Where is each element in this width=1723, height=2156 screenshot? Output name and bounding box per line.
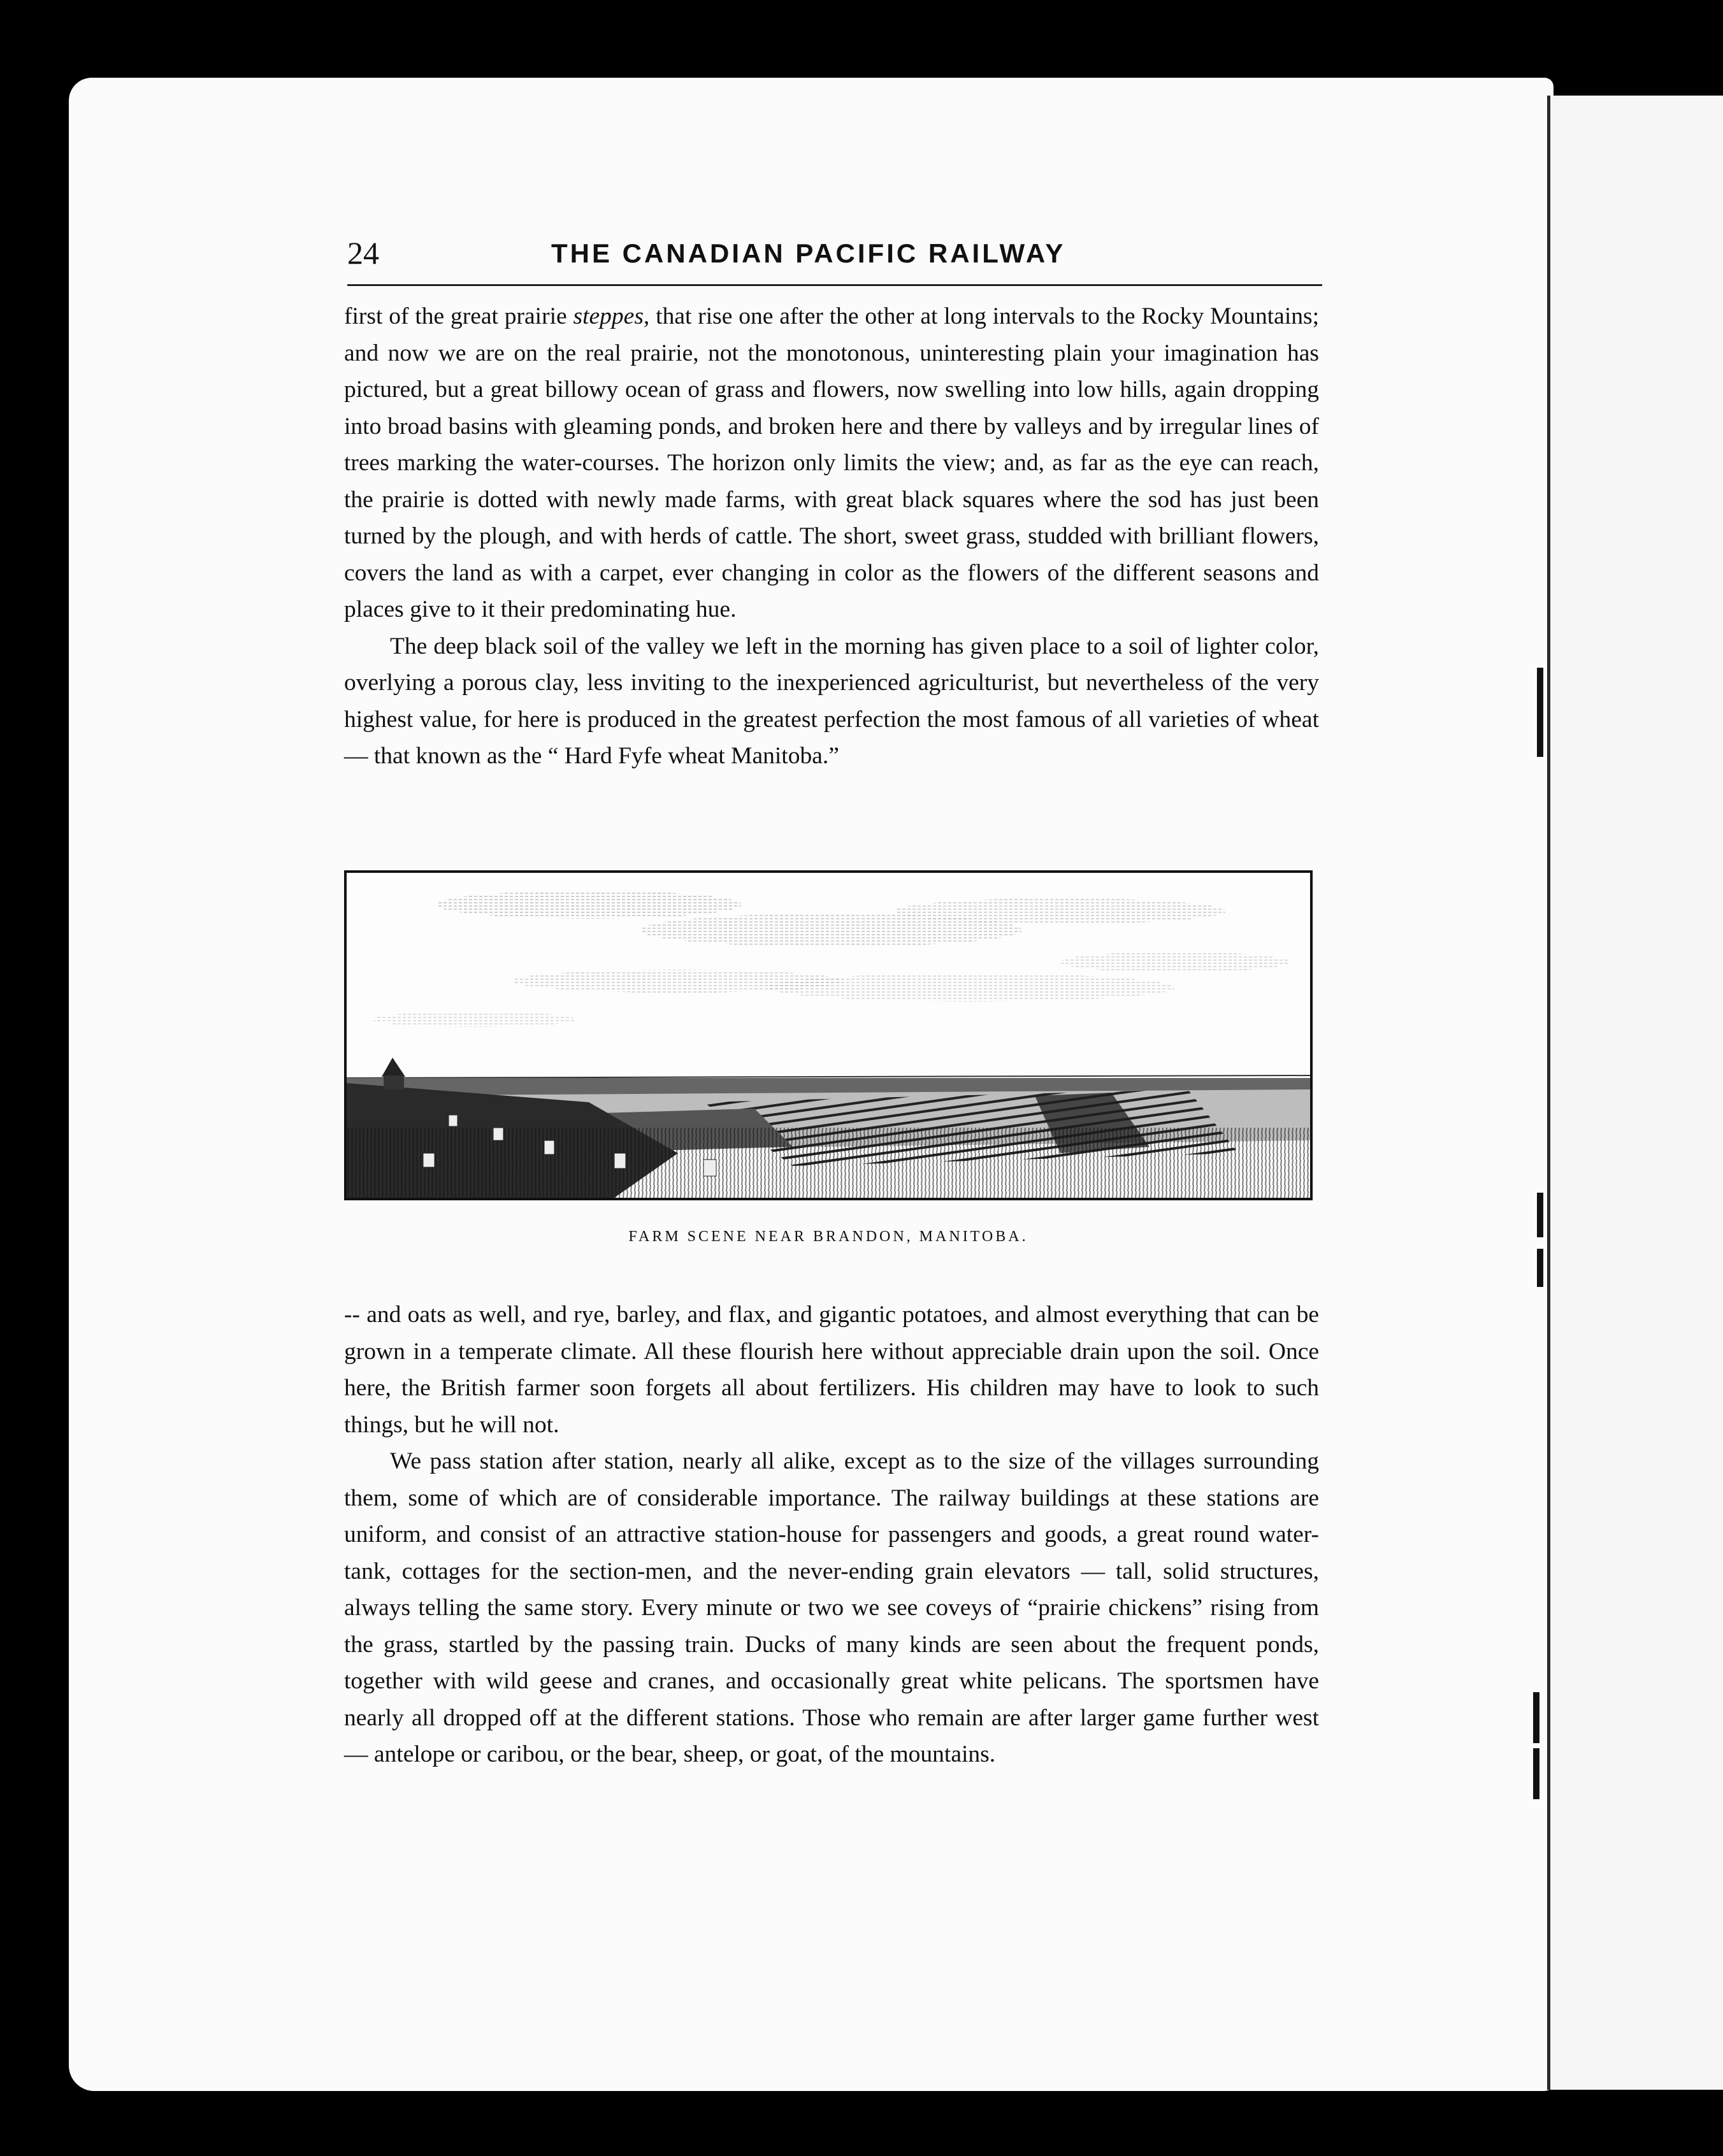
paragraph-stations: We pass station after station, nearly all alike, except as to the size of the villages surrounding them, some of which are of considerable importance. The railway buildings at these stations are uniform, and consist of an attractive station-house for passengers and goods, a great round water-tank, cottages for the section-men, and the never-ending grain elevators — tall, solid structures, always telling the same story. Every minute or two we see coveys of “prairie chickens” rising from the grass, startled by the passing train. Ducks of many kinds are seen about the frequent ponds, together with wild geese and cranes, and occasionally great white pelicans. The sportsmen have nearly all dropped off at the different stations. Those who remain are after larger game further west — antelope or caribou, or the bear, sheep, or goat, of the mountains. [344, 1448, 1319, 1767]
figure-caption: FARM SCENE NEAR BRANDON, MANITOBA. [628, 1228, 1028, 1245]
running-head-title: THE CANADIAN PACIFIC RAILWAY [551, 238, 1066, 268]
farm-scene-illustration [344, 870, 1313, 1200]
binding-mark [1533, 1748, 1539, 1799]
paragraph-text: first of the great prairie [344, 303, 573, 329]
paragraph-text: that rise one after the other at long intervals to the Rocky Mountains; and now we are on the real prairie, not the monotonous, uninteresting plain your imagination has pictured, but a great billowy ocean of grass and flowers, now swelling into low hills, again dropping into broad basins with gleaming ponds, and broken here and there by valleys and by irregular lines of trees marking the water-courses. The horizon only limits the view; and, as far as the eye can reach, the prairie is dotted with newly made farms, with great black squares where the sod has just been turned by the plough, and with herds of cattle. The short, sweet grass, studded with brilliant flowers, covers the land as with a carpet, ever changing in color as the flowers of the different seasons and places give to it their predominating hue. [344, 303, 1319, 622]
paragraph-crops: -- and oats as well, and rye, barley, and flax, and gigantic potatoes, and almost everything that can be grown in a temperate climate. All these flourish here without appreciable drain upon the soil. Once here, the British farmer soon forgets all about fertilizers. His children may have to look to such things, but he will not. [344, 1302, 1319, 1438]
header-rule [347, 284, 1322, 286]
adjacent-page-edge [1547, 96, 1723, 2090]
paragraph-prairie [344, 298, 1319, 628]
lower-text-block [344, 1297, 1319, 1773]
engraving-image [347, 873, 1310, 1198]
paragraph-soil: The deep black soil of the valley we left in the morning has given place to a soil of lighter color, overlying a porous clay, less inviting to the inexperienced agriculturist, but nevertheless of the very highest value, for here is produced in the greatest perfection the most famous of all varieties of wheat — that known as the “ Hard Fyfe wheat Manitoba.” [344, 633, 1319, 769]
page-number: 24 [347, 235, 379, 271]
running-head [347, 234, 1319, 285]
binding-mark [1533, 1692, 1539, 1743]
binding-mark [1537, 1193, 1543, 1237]
binding-mark [1537, 668, 1543, 757]
upper-text-block [344, 298, 1319, 775]
italic-term: steppes, [573, 303, 650, 329]
binding-mark [1537, 1249, 1543, 1287]
